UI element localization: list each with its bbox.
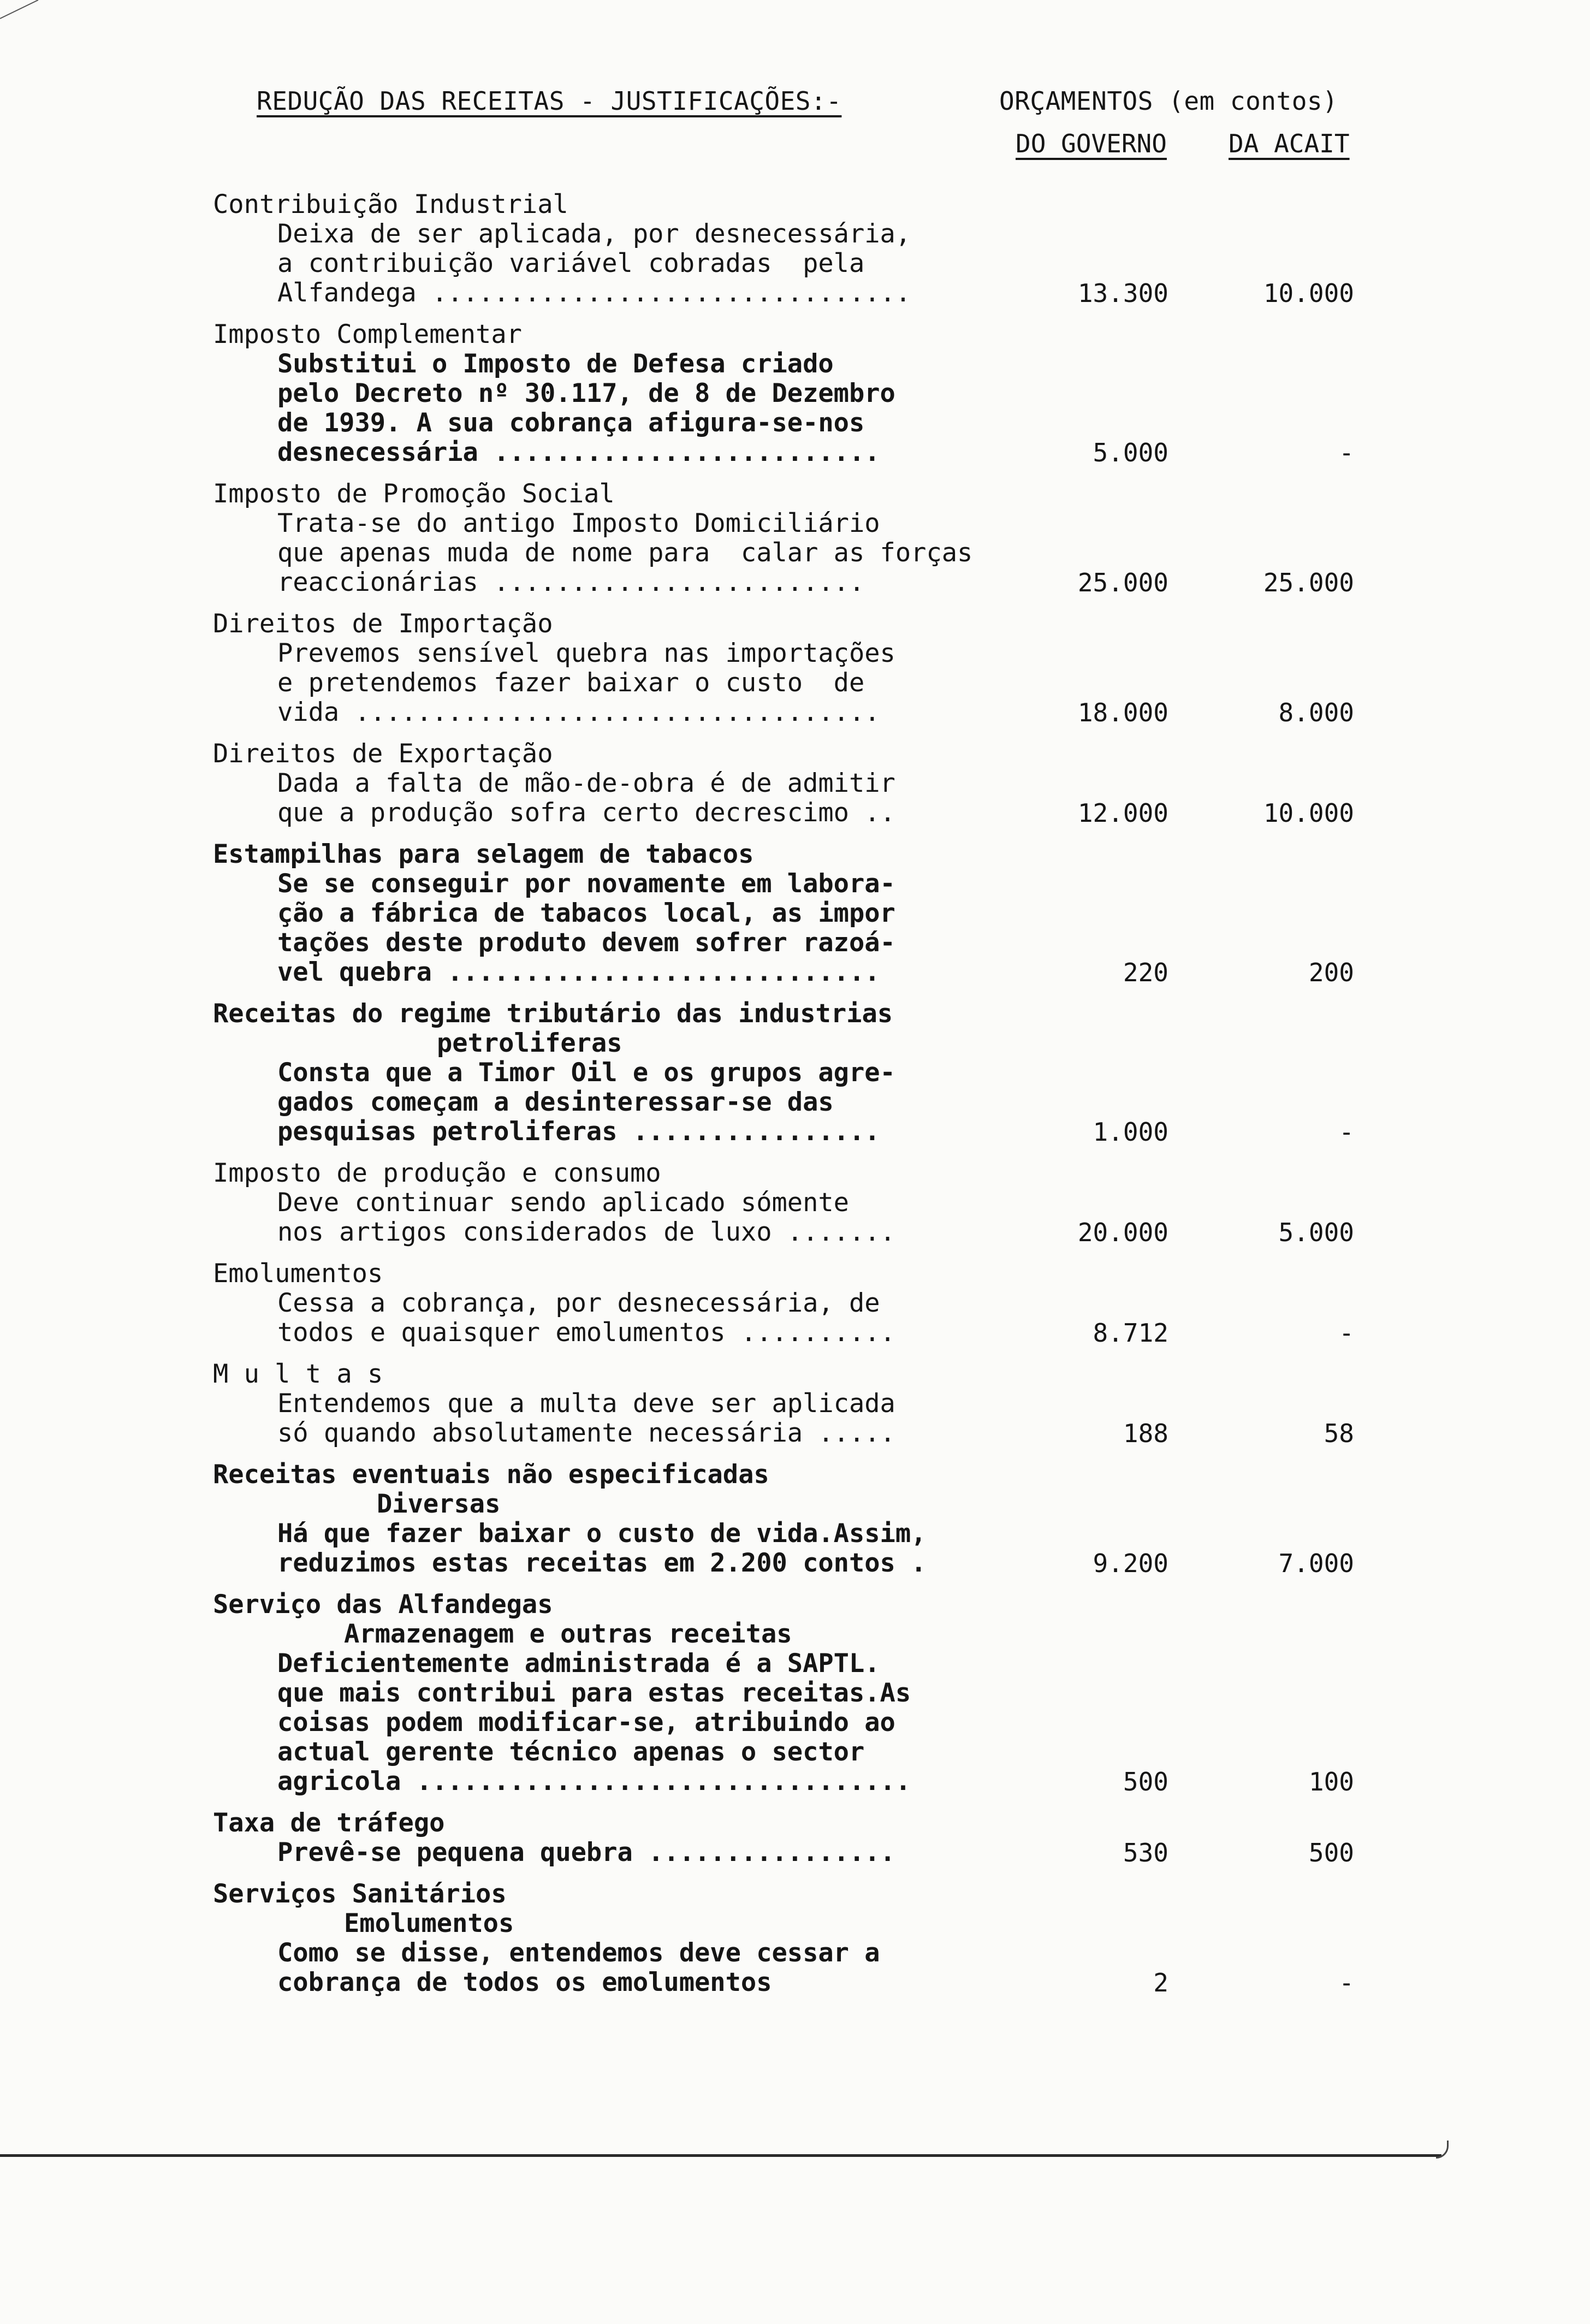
item-justification-line: cobrança de todos os emolumentos — [277, 1967, 772, 1997]
item-justification-line: coisas podem modificar-se, atribuindo ao — [277, 1708, 895, 1738]
value-governo: 13.300 — [1077, 278, 1168, 308]
value-governo: 25.000 — [1077, 568, 1168, 597]
value-acait: 58 — [1324, 1419, 1354, 1448]
revenue-item-imposto-producao-consumo — [213, 1159, 1469, 1247]
value-acait: 25.000 — [1263, 568, 1354, 597]
value-governo: 220 — [1123, 958, 1168, 987]
item-title: Contribuição Industrial — [213, 189, 568, 220]
item-title: Imposto de produção e consumo — [213, 1158, 661, 1188]
revenue-item-imposto-complementar — [213, 320, 1469, 467]
item-justification-line: Deficientemente administrada é a SAPTL. — [277, 1649, 880, 1679]
item-justification-line: actual gerente técnico apenas o sector — [277, 1737, 865, 1767]
item-justification-line: Deve continuar sendo aplicado sómente — [277, 1188, 849, 1218]
value-acait: 10.000 — [1263, 278, 1354, 308]
revenue-item-direitos-importacao — [213, 609, 1469, 727]
revenue-item-receitas-eventuais — [213, 1460, 1469, 1578]
revenue-item-direitos-exportacao — [213, 739, 1469, 828]
value-acait: - — [1339, 1968, 1354, 1997]
value-governo: 8.712 — [1093, 1318, 1168, 1348]
item-title: Imposto de Promoção Social — [213, 479, 615, 509]
item-justification-line: reaccionárias ........................ — [277, 567, 865, 597]
revenue-item-industrias-petroliferas — [213, 999, 1469, 1147]
value-governo: 530 — [1123, 1838, 1168, 1868]
item-subtitle: Armazenagem e outras receitas — [344, 1619, 792, 1649]
budget-heading: ORÇAMENTOS (em contos) — [999, 86, 1338, 116]
revenue-items-list — [213, 190, 1469, 2009]
value-governo: 12.000 — [1077, 798, 1168, 828]
value-acait: 500 — [1308, 1838, 1354, 1868]
item-justification-line: só quando absolutamente necessária ..... — [277, 1418, 895, 1448]
item-justification-line: Prevemos sensível quebra nas importações — [277, 638, 895, 668]
item-justification-line: vel quebra ............................ — [277, 957, 880, 987]
item-justification-line: Entendemos que a multa deve ser aplicada — [277, 1389, 895, 1419]
item-subtitle: Diversas — [377, 1489, 501, 1519]
item-title: Serviço das Alfandegas — [213, 1590, 553, 1620]
item-justification-line: Cessa a cobrança, por desnecessária, de — [277, 1288, 880, 1318]
item-justification-line: nos artigos considerados de luxo ....... — [277, 1217, 895, 1247]
value-governo: 18.000 — [1077, 698, 1168, 727]
corner-pen-mark — [0, 0, 49, 22]
value-governo: 9.200 — [1093, 1549, 1168, 1578]
item-justification-line: pesquisas petroliferas ................ — [277, 1117, 880, 1147]
item-justification-line: Substitui o Imposto de Defesa criado — [277, 349, 834, 379]
item-title: Serviços Sanitários — [213, 1879, 507, 1909]
column-header-governo: DO GOVERNO — [1016, 129, 1167, 158]
item-justification-line: agricola ................................ — [277, 1766, 911, 1797]
item-justification-line: de 1939. A sua cobrança afigura-se-nos — [277, 408, 865, 438]
value-acait: - — [1339, 1318, 1354, 1348]
value-acait: - — [1339, 1117, 1354, 1147]
value-acait: 8.000 — [1278, 698, 1354, 727]
item-justification-line: Como se disse, entendemos deve cessar a — [277, 1938, 880, 1968]
item-justification-line: todos e quaisquer emolumentos .......... — [277, 1318, 895, 1348]
item-title: Receitas do regime tributário das industrias — [213, 999, 893, 1029]
value-governo: 500 — [1123, 1767, 1168, 1797]
item-justification-line: Se se conseguir por novamente em labora- — [277, 869, 895, 899]
value-governo: 1.000 — [1093, 1117, 1168, 1147]
item-subtitle: Emolumentos — [344, 1908, 514, 1938]
column-header-acait: DA ACAIT — [1229, 129, 1350, 158]
item-justification-line: Há que fazer baixar o custo de vida.Assim, — [277, 1519, 927, 1549]
item-justification-line: e pretendemos fazer baixar o custo de — [277, 668, 865, 698]
bottom-rule-line — [0, 2154, 1441, 2157]
value-acait: 200 — [1308, 958, 1354, 987]
item-justification-line: tações deste produto devem sofrer razoá- — [277, 928, 895, 958]
revenue-item-multas — [213, 1360, 1469, 1448]
value-acait: 7.000 — [1278, 1549, 1354, 1578]
item-title: Emolumentos — [213, 1259, 383, 1289]
document-title: REDUÇÃO DAS RECEITAS - JUSTIFICAÇÕES:- — [257, 86, 842, 116]
item-justification-line: que apenas muda de nome para calar as forças — [277, 538, 973, 568]
item-justification-line: Trata-se do antigo Imposto Domiciliário — [277, 508, 880, 538]
revenue-item-estampilhas-tabacos — [213, 840, 1469, 987]
revenue-item-servico-alfandegas — [213, 1590, 1469, 1797]
value-acait: 5.000 — [1278, 1218, 1354, 1247]
item-justification-line: ção a fábrica de tabacos local, as impor — [277, 898, 895, 928]
item-justification-line: Deixa de ser aplicada, por desnecessária, — [277, 219, 911, 249]
item-justification-line: Consta que a Timor Oil e os grupos agre- — [277, 1058, 895, 1088]
value-governo: 5.000 — [1093, 438, 1168, 467]
item-title: Estampilhas para selagem de tabacos — [213, 839, 754, 869]
item-justification-line: reduzimos estas receitas em 2.200 contos . — [277, 1548, 927, 1578]
value-acait: 10.000 — [1263, 798, 1354, 828]
item-title: Receitas eventuais não especificadas — [213, 1460, 769, 1490]
item-justification-line: Dada a falta de mão-de-obra é de admitir — [277, 768, 895, 798]
revenue-item-imposto-promocao-social — [213, 479, 1469, 597]
item-justification-line: pelo Decreto nº 30.117, de 8 de Dezembro — [277, 378, 895, 408]
item-justification-line: que mais contribui para estas receitas.As — [277, 1678, 911, 1708]
item-subtitle: petroliferas — [437, 1028, 622, 1058]
item-justification-line: vida .................................. — [277, 697, 880, 727]
revenue-item-taxa-trafego — [213, 1809, 1469, 1868]
value-governo: 2 — [1153, 1968, 1168, 1997]
value-governo: 188 — [1123, 1419, 1168, 1448]
item-justification-line: a contribuição variável cobradas pela — [277, 248, 865, 278]
item-justification-line: Prevê-se pequena quebra ................ — [277, 1837, 895, 1868]
item-justification-line: que a produção sofra certo decrescimo .. — [277, 798, 895, 828]
item-justification-line: desnecessária ......................... — [277, 437, 880, 467]
revenue-item-contribuicao-industrial — [213, 190, 1469, 308]
item-title: Taxa de tráfego — [213, 1808, 445, 1838]
item-justification-line: Alfandega ............................... — [277, 278, 911, 308]
item-justification-line: gados começam a desinteressar-se das — [277, 1087, 834, 1117]
item-title: Direitos de Exportação — [213, 739, 553, 769]
revenue-item-emolumentos — [213, 1259, 1469, 1348]
item-title: Direitos de Importação — [213, 609, 553, 639]
value-acait: - — [1339, 438, 1354, 467]
item-title: M u l t a s — [213, 1359, 383, 1389]
item-title: Imposto Complementar — [213, 319, 522, 349]
value-acait: 100 — [1308, 1767, 1354, 1797]
revenue-item-servicos-sanitarios — [213, 1880, 1469, 1997]
value-governo: 20.000 — [1077, 1218, 1168, 1247]
bottom-rule-curl — [1436, 2141, 1449, 2159]
